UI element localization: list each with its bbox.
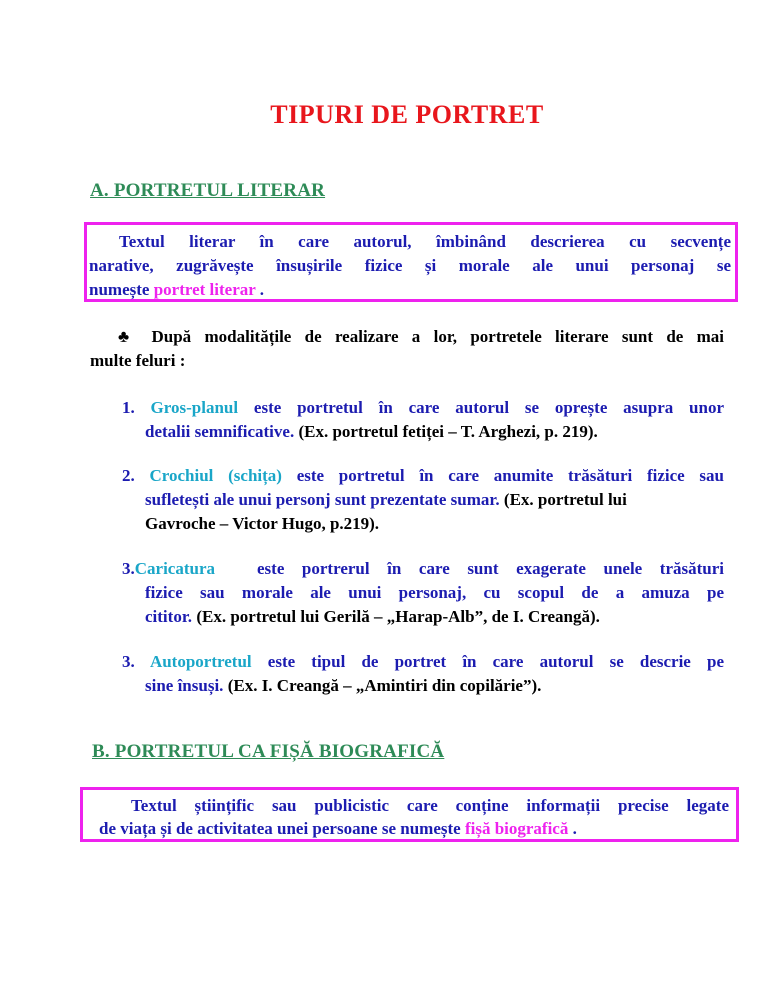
item-text: este tipul de portret în care autorul se descrie pe [251, 652, 724, 671]
item-example: (Ex. portretul lui Gerilă – „Harap-Alb”, de I. Creangă). [192, 607, 600, 626]
list-item-3-line-1-start [122, 557, 215, 581]
list-item-1-line-2 [145, 420, 598, 444]
list-item-4-line-2 [145, 674, 541, 698]
club-icon: ♣ [118, 327, 139, 346]
item-text: sufletești ale unui personj sunt prezentate sumar. [145, 490, 500, 509]
item-term: Autoportretul [149, 652, 252, 671]
item-example: (Ex. portretul lui [499, 490, 627, 509]
item-example: (Ex. I. Creangă – „Amintiri din copilărie”). [223, 676, 542, 695]
definition-b-line-2-start: de viața și de activitatea unei persoane se numește [99, 819, 465, 838]
definition-line-3-end: . [255, 280, 264, 299]
item-text: detalii semnificative. [145, 422, 295, 441]
item-term: Gros-planul [150, 398, 239, 417]
page-title: TIPURI DE PORTRET [270, 100, 544, 129]
definition-line-3 [89, 278, 264, 302]
term-portret-literar: portret literar [153, 280, 256, 299]
definition-b-line-1: Textul științific sau publicistic care conține informații precise legate [131, 796, 729, 815]
list-item-2-line-1 [122, 464, 724, 488]
section-a-definition-box [84, 222, 738, 302]
intro-line-1 [118, 325, 724, 349]
definition-b-line-2-end: . [568, 819, 577, 838]
list-item-4-line-1 [122, 650, 724, 674]
section-a-heading: A. PORTRETUL LITERAR [90, 180, 326, 201]
item-text: cititor. [145, 607, 193, 626]
item-text: este portretul în care anumite trăsături fizice sau [281, 466, 724, 485]
item-number: 3. [122, 559, 135, 578]
term-fisa-biografica: fișă biografică [464, 819, 569, 838]
list-item-3-line-3 [145, 605, 600, 629]
item-number: 2. [122, 466, 135, 485]
item-text: sine însuși. [145, 676, 224, 695]
intro-text-1: După modalitățile de realizare a lor, portretele literare sunt de mai [138, 327, 724, 346]
item-example: (Ex. portretul fetiței – T. Arghezi, p. 219). [294, 422, 598, 441]
item-term: Crochiul (schița) [149, 466, 282, 485]
item-number: 3. [122, 652, 135, 671]
definition-line-3-start: numește [89, 280, 154, 299]
item-number: 1. [122, 398, 135, 417]
section-b-definition-box [80, 787, 739, 842]
list-item-2-line-2 [145, 488, 627, 512]
item-text: este portretul în care autorul se oprește asupra unor [238, 398, 724, 417]
definition-line-1: Textul literar în care autorul, îmbinând descrierea cu secvențe [119, 232, 731, 251]
definition-line-2: narative, zugrăvește însușirile fizice și morale ale unui personaj se [89, 256, 731, 275]
section-b-heading: B. PORTRETUL CA FIȘĂ BIOGRAFICĂ [92, 741, 445, 762]
list-item-3-line-2: fizice sau morale ale unui personaj, cu scopul de a amuza pe [145, 583, 724, 602]
intro-line-2: multe feluri : [90, 351, 186, 370]
list-item-1-line-1 [122, 396, 724, 420]
list-item-2-line-3: Gavroche – Victor Hugo, p.219). [145, 514, 380, 533]
item-term: Caricatura [134, 559, 216, 578]
definition-b-line-2 [99, 817, 577, 841]
list-item-3-line-1-rest: este portrerul în care sunt exagerate unele trăsături [257, 559, 724, 578]
